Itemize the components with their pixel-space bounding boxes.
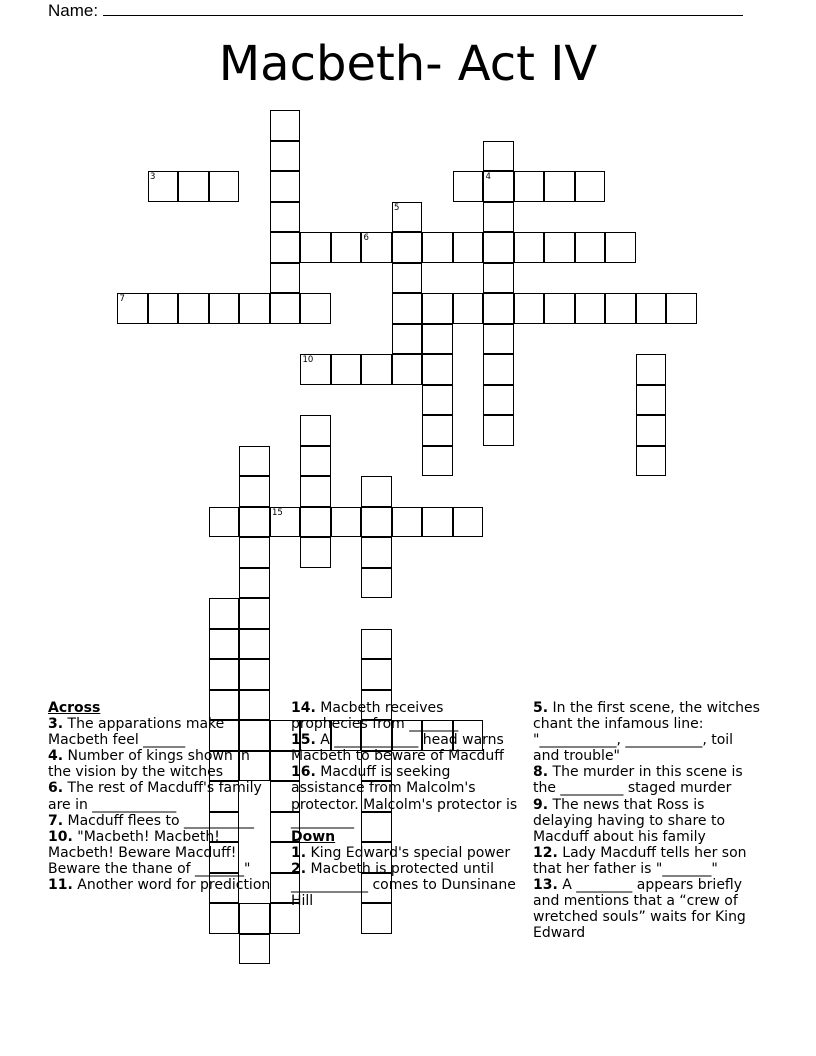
crossword-cell[interactable] (575, 293, 606, 324)
clue-item (48, 829, 276, 877)
crossword-cell[interactable] (422, 232, 453, 263)
crossword-cell[interactable] (483, 232, 514, 263)
clue-column-2 (291, 700, 519, 909)
clue-item-text: Macbeth is protected until ___________ comes to Dunsinane Hill (291, 860, 516, 910)
crossword-cell[interactable] (361, 568, 392, 599)
crossword-cell[interactable] (209, 659, 240, 690)
crossword-cell[interactable] (422, 507, 453, 538)
crossword-cell[interactable] (239, 659, 270, 690)
crossword-cell[interactable] (239, 476, 270, 507)
clue-item-number: 1. (291, 844, 307, 861)
page-title: Macbeth- Act IV (218, 36, 598, 92)
crossword-cell[interactable] (117, 293, 148, 324)
clue-item-text: The news that Ross is delaying having to share to Macduff about his family (533, 796, 726, 845)
crossword-cell[interactable] (514, 232, 545, 263)
crossword-cell[interactable] (239, 537, 270, 568)
crossword-cell[interactable] (483, 354, 514, 385)
clue-column-1 (48, 700, 276, 893)
crossword-cell[interactable] (392, 354, 423, 385)
crossword-cell[interactable] (300, 293, 331, 324)
crossword-cell[interactable] (270, 263, 301, 294)
crossword-cell[interactable] (422, 324, 453, 355)
crossword-cell[interactable] (239, 934, 270, 965)
name-field[interactable] (48, 0, 743, 21)
clue-number: 7 (119, 294, 125, 304)
crossword-cell[interactable] (239, 629, 270, 660)
clue-item-number: 2. (291, 860, 307, 877)
clue-item (291, 861, 519, 909)
crossword-cell[interactable] (209, 293, 240, 324)
clue-number: 5 (394, 202, 400, 213)
clue-item-number: 14. (291, 700, 316, 716)
crossword-cell[interactable] (331, 354, 362, 385)
clue-item-number: 5. (533, 700, 549, 716)
crossword-cell[interactable] (300, 415, 331, 446)
crossword-cell[interactable] (636, 354, 667, 385)
crossword-cell[interactable] (422, 415, 453, 446)
crossword-cell[interactable] (361, 476, 392, 507)
crossword-cell[interactable] (636, 293, 667, 324)
crossword-cell[interactable] (453, 507, 484, 538)
crossword-cell[interactable] (331, 232, 362, 263)
crossword-cell[interactable] (453, 293, 484, 324)
crossword-cell[interactable] (361, 629, 392, 660)
crossword-cell[interactable] (453, 232, 484, 263)
clue-item (291, 700, 519, 732)
crossword-cell[interactable] (300, 507, 331, 538)
name-underline[interactable] (103, 0, 743, 16)
crossword-cell[interactable] (361, 659, 392, 690)
clue-item (291, 764, 519, 828)
clue-number: 6 (363, 233, 369, 243)
crossword-cell[interactable] (300, 354, 331, 385)
crossword-cell[interactable] (209, 598, 240, 629)
clue-item-text: The apparations make Macbeth feel ______ (48, 716, 225, 749)
clue-column-3 (533, 700, 761, 941)
crossword-cell[interactable] (483, 324, 514, 355)
crossword-cell[interactable] (300, 537, 331, 568)
crossword-cell[interactable] (239, 598, 270, 629)
clue-item-number: 12. (533, 844, 558, 861)
clue-item-number: 3. (48, 716, 64, 733)
clue-item (48, 748, 276, 780)
crossword-cell[interactable] (270, 202, 301, 233)
name-label: Name: (48, 1, 103, 20)
crossword-cell[interactable] (483, 385, 514, 416)
clue-item-text: In the first scene, the witches chant the infamous line: "___________, ___________, toil and trouble" (533, 700, 760, 765)
crossword-cell[interactable] (209, 171, 240, 202)
crossword-cell[interactable] (270, 141, 301, 172)
clue-item-number: 4. (48, 748, 64, 765)
crossword-cell[interactable] (239, 903, 270, 934)
crossword-cell[interactable] (270, 232, 301, 263)
crossword-cell[interactable] (209, 629, 240, 660)
clue-item-text: Macduff is seeking assistance from Malcolm's protector. Malcolm's protector is _________ (291, 764, 518, 829)
crossword-cell[interactable] (239, 293, 270, 324)
clue-item (533, 700, 761, 764)
crossword-cell[interactable] (605, 232, 636, 263)
clue-item-number: 7. (48, 812, 64, 829)
crossword-cell[interactable] (422, 446, 453, 477)
crossword-cell[interactable] (514, 171, 545, 202)
crossword-cell[interactable] (392, 232, 423, 263)
crossword-cell[interactable] (270, 507, 301, 538)
crossword-cell[interactable] (239, 507, 270, 538)
crossword-cell[interactable] (422, 293, 453, 324)
clue-item-text: A ____________ head warns Macbeth to beware of Macduff (291, 732, 504, 765)
clue-item-number: 15. (291, 732, 316, 749)
crossword-cell[interactable] (361, 537, 392, 568)
clue-section-heading: Down (291, 828, 336, 845)
crossword-cell[interactable] (392, 263, 423, 294)
clue-item-text: Number of kings shown in the vision by the witches (48, 748, 250, 781)
crossword-cell[interactable] (575, 171, 606, 202)
clue-item-text: Another word for prediction (72, 877, 271, 894)
clue-item (48, 780, 276, 812)
clue-item-text: Macbeth receives prophecies from _______ (291, 700, 459, 733)
clue-item (533, 797, 761, 845)
crossword-cell[interactable] (575, 232, 606, 263)
crossword-cell[interactable] (300, 446, 331, 477)
clue-number: 10 (302, 355, 314, 365)
clue-item (48, 877, 276, 893)
crossword-cell[interactable] (178, 171, 209, 202)
crossword-cell[interactable] (483, 415, 514, 446)
clue-item-text: A ________ appears briefly and mentions that a “crew of wretched souls” waits for King Edward (533, 877, 746, 942)
clue-item-text: King Edward's special power (306, 844, 511, 861)
crossword-cell[interactable] (331, 507, 362, 538)
clue-item (291, 732, 519, 764)
crossword-cell[interactable] (300, 232, 331, 263)
crossword-cell[interactable] (636, 385, 667, 416)
clue-item-text: "Macbeth! Macbeth! Macbeth! Beware Macduff! Beware the thane of _______" (48, 828, 251, 877)
crossword-cell[interactable] (544, 232, 575, 263)
crossword-cell[interactable] (209, 903, 240, 934)
crossword-cell[interactable] (239, 446, 270, 477)
crossword-cell[interactable] (270, 110, 301, 141)
crossword-cell[interactable] (636, 446, 667, 477)
clue-item-text: The rest of Macduff's family are in ____________ (48, 780, 262, 813)
crossword-cell[interactable] (483, 202, 514, 233)
clue-item (533, 845, 761, 877)
clue-item-text: The murder in this scene is the _________ staged murder (533, 764, 743, 797)
crossword-cell[interactable] (148, 293, 179, 324)
clue-item-number: 10. (48, 828, 73, 845)
crossword-cell[interactable] (514, 293, 545, 324)
clue-item (48, 716, 276, 748)
clue-item (533, 877, 761, 941)
crossword-cell[interactable] (392, 324, 423, 355)
crossword-cell[interactable] (209, 507, 240, 538)
crossword-cell[interactable] (422, 385, 453, 416)
clue-item (48, 813, 276, 829)
crossword-cell[interactable] (483, 141, 514, 172)
crossword-cell[interactable] (392, 293, 423, 324)
crossword-cell[interactable] (392, 202, 423, 233)
crossword-cell[interactable] (483, 293, 514, 324)
crossword-cell[interactable] (666, 293, 697, 324)
crossword-cell[interactable] (544, 171, 575, 202)
clue-item-number: 6. (48, 780, 64, 797)
crossword-cell[interactable] (453, 171, 484, 202)
crossword-cell[interactable] (361, 232, 392, 263)
crossword-cell[interactable] (422, 354, 453, 385)
clue-item-number: 9. (533, 796, 549, 813)
crossword-cell[interactable] (361, 354, 392, 385)
clue-item-number: 13. (533, 877, 558, 894)
clue-number: 15 (272, 507, 283, 518)
crossword-cell[interactable] (270, 171, 301, 202)
clue-number: 4 (485, 172, 491, 182)
clue-item (291, 845, 519, 861)
crossword-cell[interactable] (270, 293, 301, 324)
crossword-cell[interactable] (300, 476, 331, 507)
clue-section-heading: Across (48, 700, 101, 716)
crossword-cell[interactable] (148, 171, 179, 202)
clue-item-number: 8. (533, 764, 549, 781)
crossword-cell[interactable] (392, 507, 423, 538)
clue-item-text: Macduff flees to __________ (63, 812, 255, 829)
crossword-cell[interactable] (239, 568, 270, 599)
crossword-cell[interactable] (483, 171, 514, 202)
crossword-cell[interactable] (178, 293, 209, 324)
crossword-cell[interactable] (544, 293, 575, 324)
crossword-cell[interactable] (636, 415, 667, 446)
clue-item (533, 764, 761, 796)
clue-item-number: 16. (291, 764, 316, 781)
crossword-cell[interactable] (605, 293, 636, 324)
clue-number: 3 (150, 172, 156, 182)
clue-item-text: Lady Macduff tells her son that her father is "_______" (533, 844, 747, 877)
crossword-cell[interactable] (361, 507, 392, 538)
clue-item-number: 11. (48, 877, 73, 894)
crossword-cell[interactable] (483, 263, 514, 294)
